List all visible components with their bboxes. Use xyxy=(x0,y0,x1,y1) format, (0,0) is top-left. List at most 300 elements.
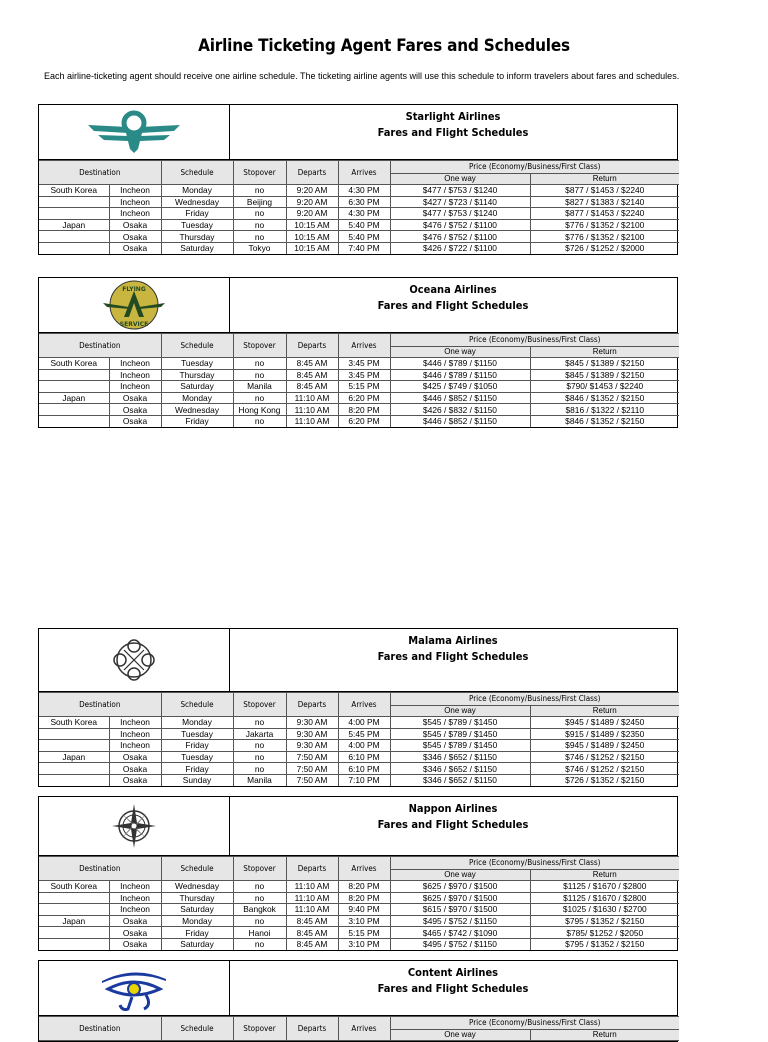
col-header-arrives: Arrives xyxy=(338,334,390,358)
cell-return-price: $846 / $1352 / $2150 xyxy=(530,392,679,404)
table-row xyxy=(39,231,679,243)
cell-stopover: Manila xyxy=(233,774,286,785)
cell-stopover: no xyxy=(233,751,286,763)
table-row xyxy=(39,774,679,785)
cell-day: Tuesday xyxy=(161,219,233,231)
table-row xyxy=(39,717,679,729)
cell-arrives: 4:00 PM xyxy=(338,740,390,752)
col-header-oneway: One way xyxy=(390,706,530,717)
airline-header xyxy=(39,797,677,856)
cell-country xyxy=(39,740,109,752)
cell-arrives: 3:45 PM xyxy=(338,369,390,381)
cell-day: Friday xyxy=(161,740,233,752)
cell-departs: 11:10 AM xyxy=(286,392,338,404)
cell-country xyxy=(39,927,109,939)
cell-day: Friday xyxy=(161,927,233,939)
table-row xyxy=(39,219,679,231)
col-header-arrives: Arrives xyxy=(338,857,390,881)
cell-day: Saturday xyxy=(161,904,233,916)
cell-oneway-price: $346 / $652 / $1150 xyxy=(390,763,530,775)
cell-oneway-price: $446 / $789 / $1150 xyxy=(390,358,530,370)
cell-day: Monday xyxy=(161,392,233,404)
col-header-stopover: Stopover xyxy=(233,161,286,185)
cell-return-price: $1125 / $1670 / $2800 xyxy=(530,892,679,904)
cell-stopover: no xyxy=(233,763,286,775)
cell-departs: 11:10 AM xyxy=(286,892,338,904)
header-row xyxy=(39,693,679,706)
cell-departs: 9:30 AM xyxy=(286,717,338,729)
cell-city: Incheon xyxy=(109,740,161,752)
page-title: Airline Ticketing Agent Fares and Schedules xyxy=(198,36,570,56)
header-row xyxy=(39,857,679,870)
cell-city: Osaka xyxy=(109,938,161,949)
table-row xyxy=(39,751,679,763)
airline-header xyxy=(39,278,677,333)
col-header-return: Return xyxy=(530,870,679,881)
cell-stopover: no xyxy=(233,740,286,752)
cell-oneway-price: $545 / $789 / $1450 xyxy=(390,717,530,729)
col-header-price: Price (Economy/Business/First Class) xyxy=(390,161,679,174)
badge-text-top: FLYING xyxy=(122,286,146,293)
cell-country xyxy=(39,904,109,916)
cell-country xyxy=(39,231,109,243)
cell-return-price: $915 / $1489 / $2350 xyxy=(530,728,679,740)
col-header-schedule: Schedule xyxy=(161,693,233,717)
airline-card xyxy=(38,628,678,787)
airline-card xyxy=(38,960,678,1042)
col-header-arrives: Arrives xyxy=(338,1017,390,1041)
col-header-oneway: One way xyxy=(390,347,530,358)
cell-departs: 8:45 AM xyxy=(286,369,338,381)
airline-logo xyxy=(39,629,230,691)
cell-country: South Korea xyxy=(39,881,109,893)
cell-city: Incheon xyxy=(109,185,161,197)
cell-day: Monday xyxy=(161,717,233,729)
cell-stopover: no xyxy=(233,392,286,404)
cell-arrives: 5:45 PM xyxy=(338,728,390,740)
schedule-table xyxy=(39,692,679,786)
cell-departs: 8:45 AM xyxy=(286,938,338,949)
cell-country xyxy=(39,242,109,253)
badge-text-bottom: SERVICE xyxy=(119,321,149,328)
cell-arrives: 5:40 PM xyxy=(338,231,390,243)
col-header-price: Price (Economy/Business/First Class) xyxy=(390,693,679,706)
cell-country xyxy=(39,196,109,208)
cell-return-price: $746 / $1252 / $2150 xyxy=(530,751,679,763)
cell-city: Incheon xyxy=(109,381,161,393)
cell-return-price: $790/ $1453 / $2240 xyxy=(530,381,679,393)
cell-departs: 10:15 AM xyxy=(286,231,338,243)
cell-country: South Korea xyxy=(39,185,109,197)
cell-oneway-price: $346 / $652 / $1150 xyxy=(390,751,530,763)
cell-departs: 7:50 AM xyxy=(286,763,338,775)
cell-departs: 8:45 AM xyxy=(286,381,338,393)
cell-oneway-price: $476 / $752 / $1100 xyxy=(390,231,530,243)
table-row xyxy=(39,938,679,949)
cell-arrives: 5:40 PM xyxy=(338,219,390,231)
cell-day: Wednesday xyxy=(161,881,233,893)
cell-city: Osaka xyxy=(109,763,161,775)
col-header-oneway: One way xyxy=(390,174,530,185)
cell-oneway-price: $425 / $749 / $1050 xyxy=(390,381,530,393)
col-header-stopover: Stopover xyxy=(233,857,286,881)
cell-departs: 11:10 AM xyxy=(286,415,338,426)
cell-departs: 9:20 AM xyxy=(286,196,338,208)
cell-city: Osaka xyxy=(109,915,161,927)
col-header-arrives: Arrives xyxy=(338,693,390,717)
cell-return-price: $726 / $1352 / $2150 xyxy=(530,774,679,785)
cell-oneway-price: $477 / $753 / $1240 xyxy=(390,185,530,197)
cell-stopover: no xyxy=(233,369,286,381)
cell-stopover: Hong Kong xyxy=(233,404,286,416)
cell-oneway-price: $545 / $789 / $1450 xyxy=(390,728,530,740)
cell-departs: 8:45 AM xyxy=(286,358,338,370)
cell-return-price: $746 / $1252 / $2150 xyxy=(530,763,679,775)
cell-return-price: $776 / $1352 / $2100 xyxy=(530,231,679,243)
airline-subtitle: Fares and Flight Schedules xyxy=(377,299,529,312)
table-row xyxy=(39,892,679,904)
col-header-oneway: One way xyxy=(390,1030,530,1041)
col-header-arrives: Arrives xyxy=(338,161,390,185)
table-row xyxy=(39,242,679,253)
airline-name: Oceana Airlines xyxy=(409,283,497,296)
airline-card xyxy=(38,796,678,951)
col-header-stopover: Stopover xyxy=(233,334,286,358)
col-header-departs: Departs xyxy=(286,857,338,881)
cell-departs: 10:15 AM xyxy=(286,242,338,253)
cell-arrives: 3:10 PM xyxy=(338,915,390,927)
table-row xyxy=(39,728,679,740)
col-header-return: Return xyxy=(530,706,679,717)
cell-departs: 11:10 AM xyxy=(286,881,338,893)
cell-arrives: 6:20 PM xyxy=(338,392,390,404)
table-row xyxy=(39,904,679,916)
cell-day: Wednesday xyxy=(161,196,233,208)
cell-stopover: Bangkok xyxy=(233,904,286,916)
table-row xyxy=(39,208,679,220)
airline-logo xyxy=(39,961,230,1015)
cell-stopover: Manila xyxy=(233,381,286,393)
cell-country xyxy=(39,381,109,393)
airline-subtitle: Fares and Flight Schedules xyxy=(377,982,529,995)
col-header-destination: Destination xyxy=(39,693,161,717)
cell-arrives: 7:10 PM xyxy=(338,774,390,785)
cell-city: Incheon xyxy=(109,208,161,220)
airline-name: Malama Airlines xyxy=(408,634,498,647)
cell-return-price: $846 / $1352 / $2150 xyxy=(530,415,679,426)
cell-country xyxy=(39,774,109,785)
col-header-departs: Departs xyxy=(286,334,338,358)
schedule-table xyxy=(39,856,679,950)
cell-country xyxy=(39,415,109,426)
cell-oneway-price: $495 / $752 / $1150 xyxy=(390,938,530,949)
table-row xyxy=(39,196,679,208)
cell-return-price: $816 / $1322 / $2110 xyxy=(530,404,679,416)
table-row xyxy=(39,415,679,426)
cell-return-price: $785/ $1252 / $2050 xyxy=(530,927,679,939)
cell-return-price: $776 / $1352 / $2100 xyxy=(530,219,679,231)
cell-day: Tuesday xyxy=(161,728,233,740)
col-header-price: Price (Economy/Business/First Class) xyxy=(390,334,679,347)
cell-day: Friday xyxy=(161,763,233,775)
airline-header xyxy=(39,105,677,160)
cell-country: Japan xyxy=(39,915,109,927)
cell-oneway-price: $446 / $852 / $1150 xyxy=(390,392,530,404)
cell-arrives: 8:20 PM xyxy=(338,892,390,904)
cell-day: Sunday xyxy=(161,774,233,785)
cell-oneway-price: $476 / $752 / $1100 xyxy=(390,219,530,231)
cell-stopover: no xyxy=(233,208,286,220)
airline-subtitle: Fares and Flight Schedules xyxy=(377,818,529,831)
cell-oneway-price: $625 / $970 / $1500 xyxy=(390,881,530,893)
cell-oneway-price: $477 / $753 / $1240 xyxy=(390,208,530,220)
cell-return-price: $945 / $1489 / $2450 xyxy=(530,740,679,752)
cell-day: Monday xyxy=(161,915,233,927)
cell-country xyxy=(39,369,109,381)
cell-city: Incheon xyxy=(109,196,161,208)
cell-departs: 7:50 AM xyxy=(286,751,338,763)
cell-departs: 9:20 AM xyxy=(286,208,338,220)
cell-arrives: 5:15 PM xyxy=(338,381,390,393)
airline-header xyxy=(39,629,677,692)
cell-country xyxy=(39,404,109,416)
cell-city: Osaka xyxy=(109,242,161,253)
cell-arrives: 6:30 PM xyxy=(338,196,390,208)
table-row xyxy=(39,763,679,775)
cell-country: Japan xyxy=(39,392,109,404)
cell-city: Osaka xyxy=(109,404,161,416)
airline-subtitle: Fares and Flight Schedules xyxy=(377,126,529,139)
cell-oneway-price: $346 / $652 / $1150 xyxy=(390,774,530,785)
cell-stopover: no xyxy=(233,219,286,231)
cell-country: South Korea xyxy=(39,358,109,370)
cell-country: Japan xyxy=(39,751,109,763)
table-row xyxy=(39,358,679,370)
airline-header xyxy=(39,961,677,1016)
table-row xyxy=(39,740,679,752)
cell-stopover: no xyxy=(233,231,286,243)
cell-departs: 10:15 AM xyxy=(286,219,338,231)
table-row xyxy=(39,392,679,404)
cell-oneway-price: $495 / $752 / $1150 xyxy=(390,915,530,927)
cell-city: Incheon xyxy=(109,881,161,893)
header-row xyxy=(39,334,679,347)
header-row xyxy=(39,161,679,174)
schedule-table xyxy=(39,160,679,254)
airline-card xyxy=(38,104,678,255)
cell-arrives: 3:10 PM xyxy=(338,938,390,949)
cell-stopover: no xyxy=(233,881,286,893)
col-header-destination: Destination xyxy=(39,161,161,185)
cell-day: Tuesday xyxy=(161,751,233,763)
col-header-schedule: Schedule xyxy=(161,334,233,358)
eye-of-horus-icon xyxy=(94,963,174,1013)
col-header-schedule: Schedule xyxy=(161,1017,233,1041)
cell-stopover: Beijing xyxy=(233,196,286,208)
cell-return-price: $945 / $1489 / $2450 xyxy=(530,717,679,729)
compass-rose-icon xyxy=(109,801,159,851)
airline-card xyxy=(38,277,678,428)
airline-logo xyxy=(39,797,230,855)
cell-departs: 9:30 AM xyxy=(286,728,338,740)
col-header-departs: Departs xyxy=(286,1017,338,1041)
cell-arrives: 7:40 PM xyxy=(338,242,390,253)
cell-city: Osaka xyxy=(109,774,161,785)
table-row xyxy=(39,185,679,197)
cell-arrives: 6:10 PM xyxy=(338,763,390,775)
cell-arrives: 8:20 PM xyxy=(338,404,390,416)
col-header-price: Price (Economy/Business/First Class) xyxy=(390,857,679,870)
airline-subtitle: Fares and Flight Schedules xyxy=(377,650,529,663)
cell-day: Thursday xyxy=(161,369,233,381)
cell-oneway-price: $446 / $852 / $1150 xyxy=(390,415,530,426)
cell-stopover: Jakarta xyxy=(233,728,286,740)
cell-return-price: $877 / $1453 / $2240 xyxy=(530,185,679,197)
cell-country xyxy=(39,728,109,740)
cell-arrives: 6:10 PM xyxy=(338,751,390,763)
knot-emblem-icon xyxy=(109,635,159,685)
cell-return-price: $726 / $1252 / $2000 xyxy=(530,242,679,253)
col-header-schedule: Schedule xyxy=(161,857,233,881)
cell-stopover: Tokyo xyxy=(233,242,286,253)
cell-city: Incheon xyxy=(109,892,161,904)
cell-arrives: 4:30 PM xyxy=(338,185,390,197)
col-header-return: Return xyxy=(530,1030,679,1041)
schedule-table xyxy=(39,333,679,427)
cell-day: Friday xyxy=(161,208,233,220)
cell-day: Wednesday xyxy=(161,404,233,416)
cell-stopover: no xyxy=(233,358,286,370)
col-header-stopover: Stopover xyxy=(233,1017,286,1041)
cell-day: Tuesday xyxy=(161,358,233,370)
cell-departs: 7:50 AM xyxy=(286,774,338,785)
cell-city: Osaka xyxy=(109,415,161,426)
cell-arrives: 9:40 PM xyxy=(338,904,390,916)
cell-return-price: $845 / $1389 / $2150 xyxy=(530,358,679,370)
cell-day: Saturday xyxy=(161,938,233,949)
cell-city: Incheon xyxy=(109,904,161,916)
cell-arrives: 4:30 PM xyxy=(338,208,390,220)
col-header-departs: Departs xyxy=(286,161,338,185)
cell-stopover: no xyxy=(233,415,286,426)
cell-country xyxy=(39,763,109,775)
cell-stopover: no xyxy=(233,717,286,729)
cell-return-price: $795 / $1352 / $2150 xyxy=(530,938,679,949)
airline-name: Content Airlines xyxy=(407,966,499,979)
cell-return-price: $845 / $1389 / $2150 xyxy=(530,369,679,381)
cell-stopover: Hanoi xyxy=(233,927,286,939)
cell-day: Thursday xyxy=(161,231,233,243)
col-header-destination: Destination xyxy=(39,857,161,881)
cell-departs: 9:30 AM xyxy=(286,740,338,752)
wings-emblem-icon xyxy=(84,109,184,155)
table-row xyxy=(39,381,679,393)
cell-return-price: $1125 / $1670 / $2800 xyxy=(530,881,679,893)
col-header-return: Return xyxy=(530,174,679,185)
table-row xyxy=(39,915,679,927)
cell-day: Saturday xyxy=(161,242,233,253)
cell-stopover: no xyxy=(233,938,286,949)
cell-city: Incheon xyxy=(109,358,161,370)
airline-name: Starlight Airlines xyxy=(405,110,501,123)
cell-oneway-price: $545 / $789 / $1450 xyxy=(390,740,530,752)
table-row xyxy=(39,881,679,893)
cell-oneway-price: $446 / $789 / $1150 xyxy=(390,369,530,381)
col-header-stopover: Stopover xyxy=(233,693,286,717)
col-header-price: Price (Economy/Business/First Class) xyxy=(390,1017,679,1030)
cell-country xyxy=(39,208,109,220)
cell-city: Osaka xyxy=(109,927,161,939)
airline-logo xyxy=(39,105,230,159)
cell-stopover: no xyxy=(233,185,286,197)
cell-day: Saturday xyxy=(161,381,233,393)
cell-departs: 8:45 AM xyxy=(286,927,338,939)
cell-country xyxy=(39,892,109,904)
schedule-table xyxy=(39,1016,679,1041)
cell-departs: 11:10 AM xyxy=(286,904,338,916)
cell-country: South Korea xyxy=(39,717,109,729)
cell-country xyxy=(39,938,109,949)
cell-city: Osaka xyxy=(109,392,161,404)
cell-return-price: $1025 / $1630 / $2700 xyxy=(530,904,679,916)
cell-day: Friday xyxy=(161,415,233,426)
cell-oneway-price: $465 / $742 / $1090 xyxy=(390,927,530,939)
cell-return-price: $877 / $1453 / $2240 xyxy=(530,208,679,220)
col-header-departs: Departs xyxy=(286,693,338,717)
airline-logo xyxy=(39,278,230,332)
cell-oneway-price: $426 / $832 / $1150 xyxy=(390,404,530,416)
cell-return-price: $827 / $1383 / $2140 xyxy=(530,196,679,208)
cell-arrives: 8:20 PM xyxy=(338,881,390,893)
cell-departs: 8:45 AM xyxy=(286,915,338,927)
cell-city: Osaka xyxy=(109,219,161,231)
cell-arrives: 6:20 PM xyxy=(338,415,390,426)
col-header-destination: Destination xyxy=(39,1017,161,1041)
cell-arrives: 4:00 PM xyxy=(338,717,390,729)
flying-service-badge-icon xyxy=(99,279,169,331)
cell-city: Incheon xyxy=(109,369,161,381)
cell-city: Osaka xyxy=(109,231,161,243)
col-header-return: Return xyxy=(530,347,679,358)
cell-city: Incheon xyxy=(109,717,161,729)
airline-name: Nappon Airlines xyxy=(408,802,498,815)
table-row xyxy=(39,404,679,416)
cell-oneway-price: $427 / $723 / $1140 xyxy=(390,196,530,208)
header-row xyxy=(39,1017,679,1030)
cell-return-price: $795 / $1352 / $2150 xyxy=(530,915,679,927)
intro-paragraph: Each airline-ticketing agent should receive one airline schedule. The ticketing airline agents will use this schedule to inform travelers about fares and schedules. xyxy=(44,71,680,81)
cell-arrives: 5:15 PM xyxy=(338,927,390,939)
cell-oneway-price: $615 / $970 / $1500 xyxy=(390,904,530,916)
cell-departs: 11:10 AM xyxy=(286,404,338,416)
table-row xyxy=(39,369,679,381)
cell-oneway-price: $625 / $970 / $1500 xyxy=(390,892,530,904)
cell-city: Incheon xyxy=(109,728,161,740)
cell-stopover: no xyxy=(233,892,286,904)
cell-arrives: 3:45 PM xyxy=(338,358,390,370)
cell-country: Japan xyxy=(39,219,109,231)
cell-oneway-price: $426 / $722 / $1100 xyxy=(390,242,530,253)
table-row xyxy=(39,927,679,939)
cell-departs: 9:20 AM xyxy=(286,185,338,197)
cell-stopover: no xyxy=(233,915,286,927)
cell-day: Monday xyxy=(161,185,233,197)
cell-day: Thursday xyxy=(161,892,233,904)
col-header-oneway: One way xyxy=(390,870,530,881)
col-header-destination: Destination xyxy=(39,334,161,358)
col-header-schedule: Schedule xyxy=(161,161,233,185)
cell-city: Osaka xyxy=(109,751,161,763)
